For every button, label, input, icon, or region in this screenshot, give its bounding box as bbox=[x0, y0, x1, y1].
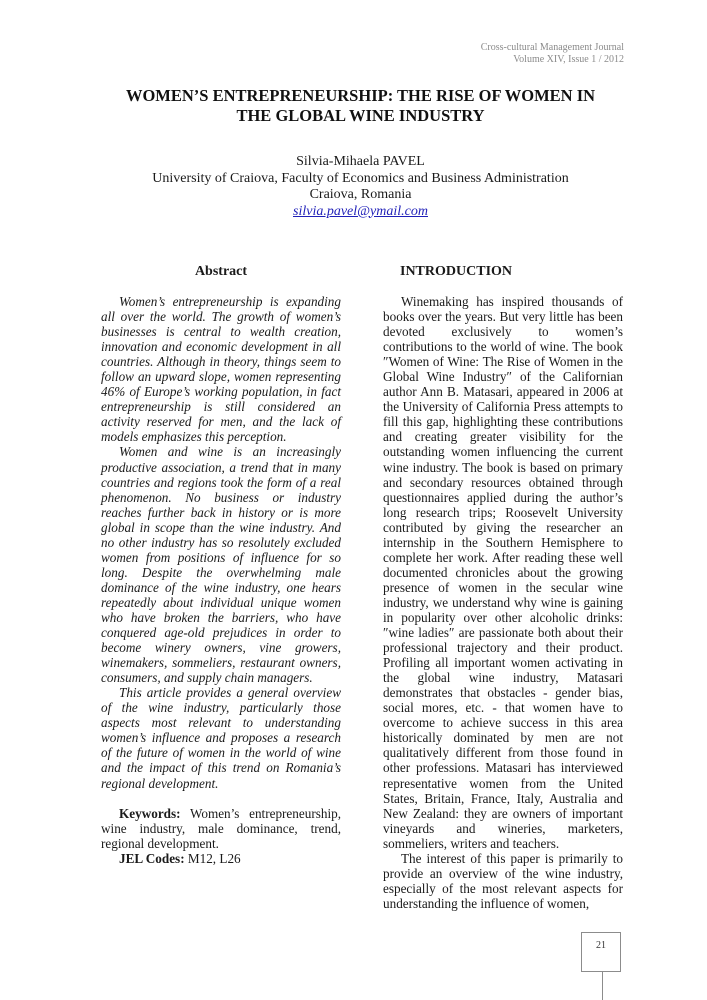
jel-codes bbox=[101, 851, 341, 866]
author-email-link[interactable]: silvia.pavel@ymail.com bbox=[293, 203, 428, 219]
introduction-heading: INTRODUCTION bbox=[400, 264, 513, 279]
abstract-paragraph: Women and wine is an increasingly productive association, a trend that in many countries and regions took the form of a real phenomenon. No business or industry reaches further back in history or is more global in scope than the wine industry. And no other industry has so resolutely excluded women from positions of influence for so long. Despite the overwhelming male dominance of the wine industry, one hears repeatedly about individual unique women who have broken the barriers, who have conquered age-old prejudices in order to become winery owners, vine growers, winemakers, sommeliers, restaurant owners, consumers, and supply chain managers. bbox=[101, 444, 341, 686]
keywords-value: Women’s entrepreneurship, wine industry, male dominance, trend, regional development. bbox=[101, 805, 341, 851]
journal-header bbox=[481, 42, 624, 66]
keywords bbox=[101, 806, 341, 851]
title-line-1: WOMEN’S ENTREPRENEURSHIP: THE RISE OF WOMEN IN bbox=[125, 86, 596, 105]
jel-value: M12, L26 bbox=[184, 850, 241, 866]
jel-label: JEL Codes: bbox=[119, 850, 185, 866]
journal-volume: Volume XIV, Issue 1 / 2012 bbox=[513, 54, 624, 65]
abstract-column bbox=[101, 263, 341, 866]
author-affiliation: University of Craiova, Faculty of Economics and Business Administration bbox=[152, 170, 569, 186]
introduction-paragraph: Winemaking has inspired thousands of books over the years. But very little has been devoted exclusively to women’s contributions to the world of wine. The book ″Women of Wine: The Rise of Women in the Global Wine Industry″ of the Californian author Ann B. Matasari, appeared in 2006 at the University of California Press attempts to fill this gap, highlighting these contributions and creating greater visibility for the outstanding women influencing the current wine industry. The book is based on primary and secondary resources obtained through questionnaires applied during the author’s long research trips; Roosevelt University contributed by giving the researcher an internship in the Southern Hemisphere to complete her work. After reading these well documented chronicles about the growing presence of women in the secular wine industry, we understand why wine is gaining in popularity over other alcoholic drinks: ″wine ladies″ are passionate both about their professional trajectory and their product. Profiling all important women activating in the global wine industry, Matasari demonstrates that obstacles - gender bias, social mores, etc. - that women have to overcome to achieve success in this area historically dominated by men are not qualitatively different from those found in other professions. Matasari has interviewed representative women from the United States, Britain, France, Italy, Australia and New Zealand: they are owners of important vineyards and wineries, marketers, sommeliers, writers and teachers. bbox=[383, 294, 623, 851]
abstract-paragraph: This article provides a general overview of the wine industry, particularly those aspects most relevant to understanding women’s influence and proposes a research of the future of women in the world of wine and the impact of this trend on Romania’s regional development. bbox=[101, 685, 341, 791]
keywords-label: Keywords: bbox=[119, 805, 181, 821]
page-number-box bbox=[581, 932, 621, 972]
introduction-column bbox=[383, 263, 623, 911]
author-block bbox=[100, 154, 621, 220]
author-location: Craiova, Romania bbox=[309, 187, 412, 202]
page-number-line bbox=[602, 972, 603, 1000]
title-line-2: THE GLOBAL WINE INDUSTRY bbox=[236, 106, 485, 125]
journal-name: Cross-cultural Management Journal bbox=[480, 42, 624, 53]
author-name: Silvia-Mihaela PAVEL bbox=[296, 154, 425, 169]
paper-title bbox=[100, 86, 621, 126]
page-number: 21 bbox=[596, 940, 606, 951]
introduction-paragraph: The interest of this paper is primarily to provide an overview of the wine industry, especially of the most relevant aspects for understanding the influence of women, bbox=[383, 850, 623, 911]
abstract-paragraph: Women’s entrepreneurship is expanding all over the world. The growth of women’s businesses is central to wealth creation, innovation and economic development in all countries. Although in theory, things seem to follow an upward slope, women representing 46% of Europe’s working population, in fact entrepreneurship is still considered an activity reserved for men, and the lack of models emphasizes this perception. bbox=[101, 294, 341, 445]
abstract-heading: Abstract bbox=[194, 264, 248, 279]
